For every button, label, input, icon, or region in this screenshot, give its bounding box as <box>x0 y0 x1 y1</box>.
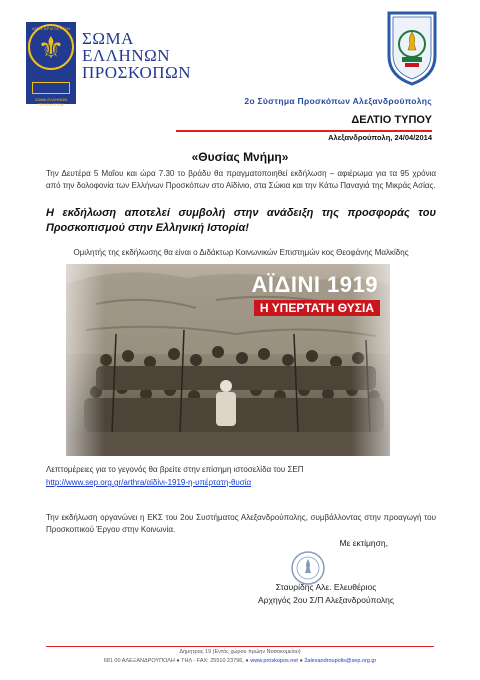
system-badge-icon <box>386 10 438 86</box>
photo-subtitle: Η ΥΠΕΡΤΑΤΗ ΘΥΣΙΑ <box>254 300 380 316</box>
org-name-line3: ΠΡΟΣΚΟΠΩΝ <box>82 63 191 82</box>
footer-contact <box>0 658 480 664</box>
footer-contact-prefix: 681 00 ΑΛΕΞΑΝΔΡΟΥΠΟΛΗ ● ΤΗΛ - FAX: 25510 23796, ● <box>103 658 249 664</box>
header-divider <box>176 130 432 132</box>
org-name-line2: ΕΛΛΗΝΩΝ <box>82 46 171 65</box>
date-line: Αλεξανδρούπολη, 24/04/2014 <box>328 133 432 142</box>
sep-logo <box>26 22 76 107</box>
paragraph-organizer: Την εκδήλωση οργανώνει η ΕΚΣ του 2ου Συστήματος Αλεξανδρούπολης, συμβάλλοντας στην προαγωγή του Προσκοπικού Έργου στην Κοινωνία. <box>46 513 436 534</box>
paragraph-highlight: Η εκδήλωση αποτελεί συμβολή στην ανάδειξη της προσφοράς του Προσκοπισμού στην Ελληνική Ιστορία! <box>46 207 436 234</box>
system-name: 2ο Σύστημα Προσκόπων Αλεξανδρούπολης <box>244 96 432 106</box>
footer-separator: ● <box>299 658 303 664</box>
document-type: ΔΕΛΤΙΟ ΤΥΠΟΥ <box>351 114 432 126</box>
footer-divider <box>46 646 434 647</box>
signer-name: Σταυρίδης Αλε. Ελευθέριος <box>275 582 377 592</box>
paragraph-speaker: Ομιλητής της εκδήλωσης θα είναι ο Διδάκτωρ Κοινωνικών Επιστημών κος Θεοφάνης Μαλκίδης <box>73 248 409 257</box>
paragraph-announcement: Την Δευτέρα 5 Μαΐου και ώρα 7.30 το βράδυ θα πραγματοποιηθεί εκδήλωση – αφιέρωμα για τα 95 χρόνια από την δολοφονία των Ελλήνων Προσκόπων στο Αϊδίνιο, στα Σώκια και την Κάτω Παναγιά της Μικράς Ασίας. <box>46 169 436 190</box>
footer-email-link[interactable]: 2alexandroupolis@sep.org.gr <box>304 658 377 664</box>
photo-title: ΑΪΔΙΝΙ 1919 <box>251 272 378 297</box>
signer-title: Αρχηγός 2ου Σ/Π Αλεξανδρούπολης <box>257 595 395 605</box>
closing-salutation: Με εκτίμηση, <box>339 538 388 548</box>
org-name <box>82 30 192 81</box>
org-name-line1: ΣΩΜΑ <box>82 29 134 48</box>
fleur-de-lis-icon: ⚜ <box>37 32 65 65</box>
paragraph-details: Λεπτομέρειες για το γεγονός θα βρείτε στην επίσημη ιστοσελίδα του ΣΕΠ <box>46 465 304 474</box>
historical-photo <box>66 264 390 456</box>
footer-website-link[interactable]: www.proskopos.net <box>250 658 298 664</box>
logo-base <box>32 82 70 94</box>
logo-motto: ΣΩΜΑ ΕΛΛΗΝΩΝ ΠΡΟΣΚΟΠΩΝ <box>34 97 68 107</box>
stamp-icon <box>290 550 326 586</box>
press-release-title: «Θυσίας Μνήμη» <box>191 150 289 164</box>
footer-address: Δήμητρας 19 (Εντός χώρου πρώην Νοσοκομείου) <box>179 649 301 655</box>
logo-arc-text: ΑΙΕΝ ΑΡΙΣΤΕΥΕΙΝ <box>31 26 71 31</box>
sep-article-link[interactable]: http://www.sep.org.gr/arthra/αϊδίνι-1919-η-υπέρτατη-θυσία <box>46 478 252 487</box>
